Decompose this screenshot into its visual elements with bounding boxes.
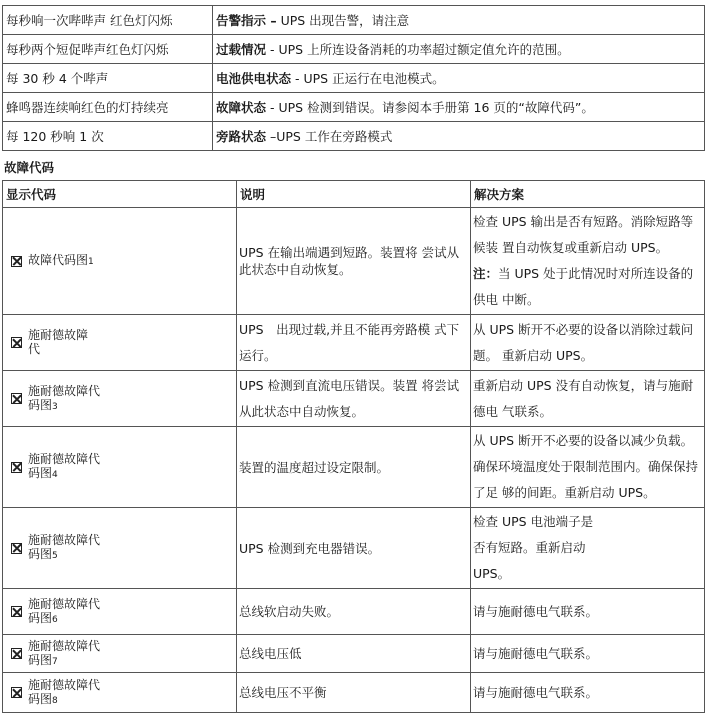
fault-description: 总线软启动失败。 [237, 589, 471, 635]
fault-solution: 请与施耐德电气联系。 [471, 673, 705, 713]
alarm-signal: 每秒两个短促哔声红色灯闪烁 [3, 35, 213, 64]
fault-code-label: 施耐德故障代码图 [28, 677, 101, 706]
note-text: 当 UPS 处于此情况时对所连设备的供电 中断。 [473, 266, 694, 307]
fault-code-cell [3, 673, 237, 713]
fault-code-label: 故障代码图 [28, 253, 89, 267]
fault-description: 总线电压不平衡 [237, 673, 471, 713]
fault-solution: 请与施耐德电气联系。 [471, 589, 705, 635]
column-header-solution: 解决方案 [471, 181, 705, 208]
fault-code-number: 8 [52, 695, 58, 706]
fault-code-number: 3 [52, 401, 58, 412]
fault-description: 总线电压低 [237, 635, 471, 673]
fault-code-number: 5 [52, 551, 58, 561]
alarm-title: 故障状态 [216, 99, 267, 115]
table-row [3, 64, 705, 93]
alarm-signal: 每 30 秒 4 个哔声 [3, 64, 213, 93]
fault-description: 装置的温度超过设定限制。 [237, 427, 471, 508]
fault-icon [11, 337, 22, 348]
fault-solution: 重新启动 UPS 没有自动恢复，请与施耐德电 气联系。 [471, 371, 705, 427]
fault-description: UPS 检测到直流电压错误。装置 将尝试从此状态中自动恢复。 [237, 371, 471, 427]
fault-solution: 从 UPS 断开不必要的设备以消除过载问题。 重新启动 UPS。 [471, 315, 705, 371]
fault-code-cell [3, 635, 237, 673]
solution-text: 检查 UPS 输出是否有短路。消除短路等候装 置自动恢复或重新启动 UPS。 [473, 214, 694, 255]
solution-note [473, 261, 702, 313]
column-header-description: 说明 [237, 181, 471, 208]
fault-code-cell [3, 508, 237, 589]
alarm-signal: 蜂鸣器连续响红色的灯持续亮 [3, 93, 213, 122]
fault-description: UPS 检测到充电器错误。 [237, 508, 471, 589]
alarm-title: 电池供电状态 [216, 70, 292, 86]
fault-codes-heading: 故障代码 [4, 160, 55, 175]
fault-code-label: 施耐德故障代码图 [28, 596, 101, 625]
table-row [3, 315, 705, 371]
fault-code-cell [3, 589, 237, 635]
fault-code-label: 施耐德故障代码图 [28, 452, 101, 480]
fault-codes-table [2, 180, 705, 713]
table-row [3, 93, 705, 122]
fault-code-cell [3, 208, 237, 315]
alarm-title: 告警指示 – [216, 12, 277, 28]
alarm-text: –UPS 工作在旁路模式 [266, 128, 393, 144]
fault-code-label: 施耐德故障代码图 [28, 638, 101, 667]
fault-code-number: 7 [52, 656, 58, 667]
alarm-text: - UPS 上所连设备消耗的功率超过额定值允许的范围。 [266, 41, 570, 57]
table-row [3, 508, 705, 589]
fault-solution [471, 208, 705, 315]
fault-code-cell [3, 315, 237, 371]
fault-code-label: 施耐德故障代码图 [28, 533, 101, 561]
alarm-indicator-table [2, 5, 705, 151]
fault-code-number: 4 [52, 470, 58, 480]
table-row [3, 635, 705, 673]
fault-icon [11, 543, 22, 554]
fault-code-label: 施耐德故障代码图 [28, 383, 101, 412]
alarm-meaning [213, 93, 705, 122]
fault-solution: 从 UPS 断开不必要的设备以减少负载。 确保环境温度处于限制范围内。确保保持了足 够的间距。重新启动 UPS。 [471, 427, 705, 508]
alarm-text: UPS 出现告警，请注意 [276, 12, 410, 28]
fault-icon [11, 393, 22, 404]
table-row [3, 589, 705, 635]
alarm-meaning [213, 122, 705, 151]
fault-description: UPS 出现过载,并且不能再旁路模 式下运行。 [237, 315, 471, 371]
fault-icon [11, 687, 22, 698]
table-row [3, 6, 705, 35]
alarm-meaning [213, 6, 705, 35]
alarm-title: 过载情况 [216, 41, 267, 57]
fault-solution: 请与施耐德电气联系。 [471, 635, 705, 673]
fault-code-cell [3, 427, 237, 508]
table-row [3, 122, 705, 151]
fault-code-label: 施耐德故障代 [28, 327, 89, 356]
alarm-signal: 每秒响一次哔哔声 红色灯闪烁 [3, 6, 213, 35]
alarm-title: 旁路状态 [216, 128, 267, 144]
alarm-meaning [213, 35, 705, 64]
table-row [3, 427, 705, 508]
fault-code-number: 6 [52, 614, 58, 625]
table-row [3, 35, 705, 64]
column-header-code: 显示代码 [3, 181, 237, 208]
fault-icon [11, 606, 22, 617]
table-header-row [3, 181, 705, 208]
table-row [3, 208, 705, 315]
table-row [3, 673, 705, 713]
fault-icon [11, 462, 22, 473]
alarm-text: - UPS 检测到错误。请参阅本手册第 16 页的“故障代码”。 [266, 99, 594, 115]
table-row [3, 371, 705, 427]
alarm-signal: 每 120 秒响 1 次 [3, 122, 213, 151]
fault-code-number: 1 [88, 257, 94, 267]
fault-solution: 检查 UPS 电池端子是否有短路。重新启动 UPS。 [471, 508, 705, 589]
fault-description: UPS 在输出端遇到短路。装置将 尝试从此状态中自动恢复。 [237, 208, 471, 315]
alarm-text: - UPS 正运行在电池模式。 [291, 70, 445, 86]
fault-code-cell [3, 371, 237, 427]
note-label: 注： [473, 266, 499, 281]
fault-icon [11, 256, 22, 267]
alarm-meaning [213, 64, 705, 93]
